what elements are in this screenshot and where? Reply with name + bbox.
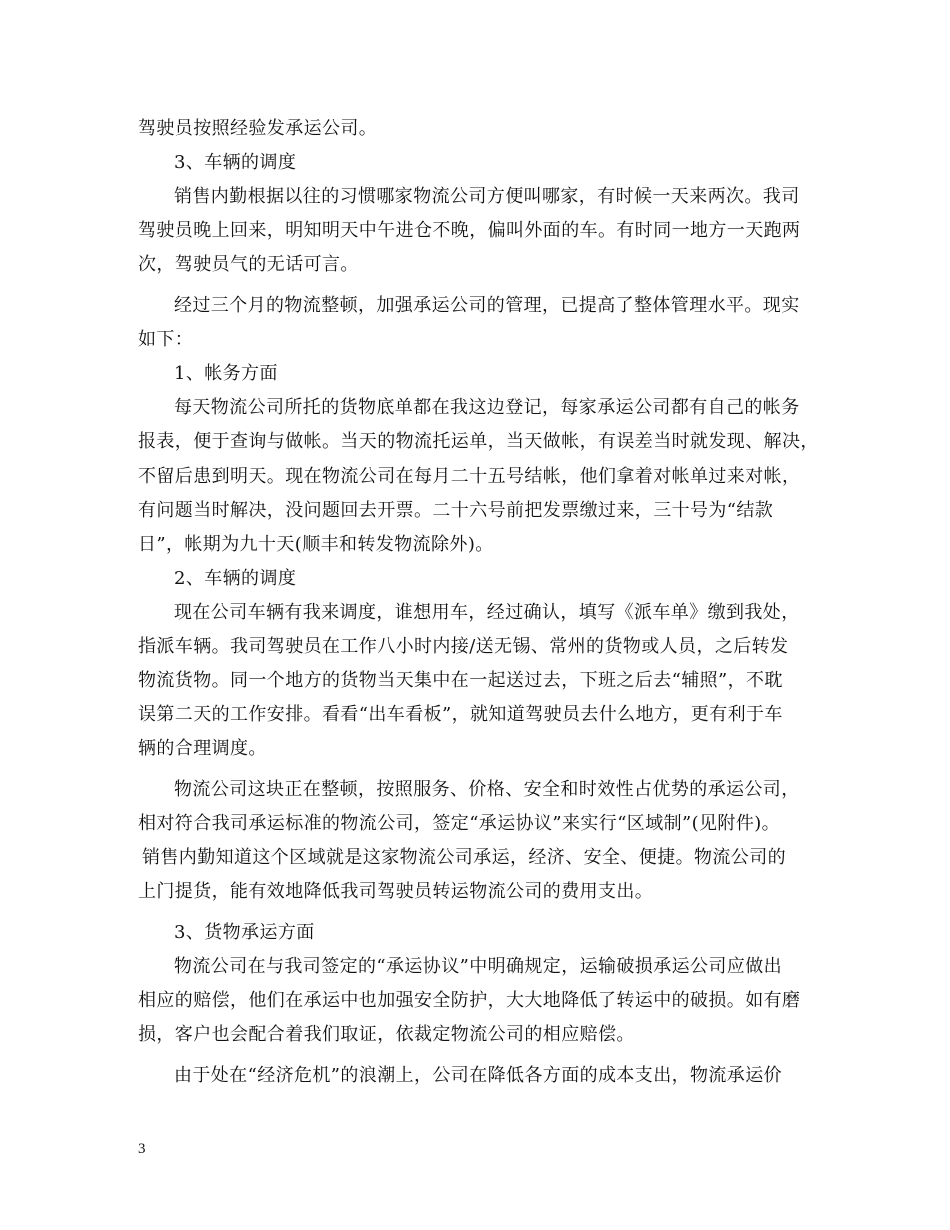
text-line: 物流货物。同一个地方的货物当天集中在一起送过去，下班之后去“辅照”，不耽 bbox=[138, 670, 783, 691]
text-line: 有问题当时解决，没问题回去开票。二十六号前把发票缴过来，三十号为“结款 bbox=[138, 500, 774, 521]
text-line: 驾驶员按照经验发承运公司。 bbox=[138, 118, 378, 139]
text-line: 损，客户也会配合着我们取证，依裁定物流公司的相应赔偿。 bbox=[138, 1024, 635, 1045]
text-line: 驾驶员晚上回来，明知明天中午进仓不晚，偏叫外面的车。有时同一地方一天跑两 bbox=[138, 220, 801, 241]
text-line: 指派车辆。我司驾驶员在工作八小时内接/送无锡、常州的货物或人员，之后转发 bbox=[138, 636, 789, 657]
text-line: 日”，帐期为九十天(顺丰和转发物流除外)。 bbox=[138, 534, 494, 555]
text-line: 次，驾驶员气的无话可言。 bbox=[138, 254, 359, 275]
section-heading: 3、货物承运方面 bbox=[174, 922, 315, 943]
section-heading: 2、车辆的调度 bbox=[174, 568, 297, 589]
text-line: 误第二天的工作安排。看看“出车看板”，就知道驾驶员去什么地方，更有利于车 bbox=[138, 704, 783, 725]
text-line: 相应的赔偿，他们在承运中也加强安全防护，大大地降低了转运中的破损。如有磨 bbox=[138, 990, 801, 1011]
paragraph-first-line: 销售内勤根据以往的习惯哪家物流公司方便叫哪家，有时候一天来两次。我司 bbox=[174, 186, 800, 207]
section-heading: 1、帐务方面 bbox=[174, 363, 278, 384]
paragraph-first-line: 由于处在“经济危机”的浪潮上，公司在降低各方面的成本支出，物流承运价 bbox=[174, 1065, 783, 1086]
paragraph-first-line: 现在公司车辆有我来调度，谁想用车，经过确认，填写《派车单》缴到我处， bbox=[174, 602, 800, 623]
paragraph-first-line: 物流公司在与我司签定的“承运协议”中明确规定，运输破损承运公司应做出 bbox=[174, 956, 783, 977]
text-line: 报表，便于查询与做帐。当天的物流托运单，当天做帐，有误差当时就发现、解决， bbox=[138, 431, 819, 452]
paragraph-first-line: 物流公司这块正在整顿，按照服务、价格、安全和时效性占优势的承运公司， bbox=[174, 779, 800, 800]
text-line: 辆的合理调度。 bbox=[138, 738, 267, 759]
page-number: 3 bbox=[138, 1141, 146, 1157]
text-line: 如下： bbox=[138, 329, 194, 350]
text-line: 不留后患到明天。现在物流公司在每月二十五号结帐，他们拿着对帐单过来对帐， bbox=[138, 466, 801, 487]
text-line: 销售内勤知道这个区域就是这家物流公司承运，经济、安全、便捷。物流公司的 bbox=[142, 847, 786, 868]
text-line: 相对符合我司承运标准的物流公司，签定“承运协议”来实行“区域制”(见附件)。 bbox=[138, 813, 781, 834]
paragraph-first-line: 每天物流公司所托的货物底单都在我这边登记，每家承运公司都有自己的帐务 bbox=[174, 397, 800, 418]
section-heading: 3、车辆的调度 bbox=[174, 152, 297, 173]
paragraph-first-line: 经过三个月的物流整顿，加强承运公司的管理，已提高了整体管理水平。现实 bbox=[174, 295, 800, 316]
text-line: 上门提货，能有效地降低我司驾驶员转运物流公司的费用支出。 bbox=[138, 881, 654, 902]
